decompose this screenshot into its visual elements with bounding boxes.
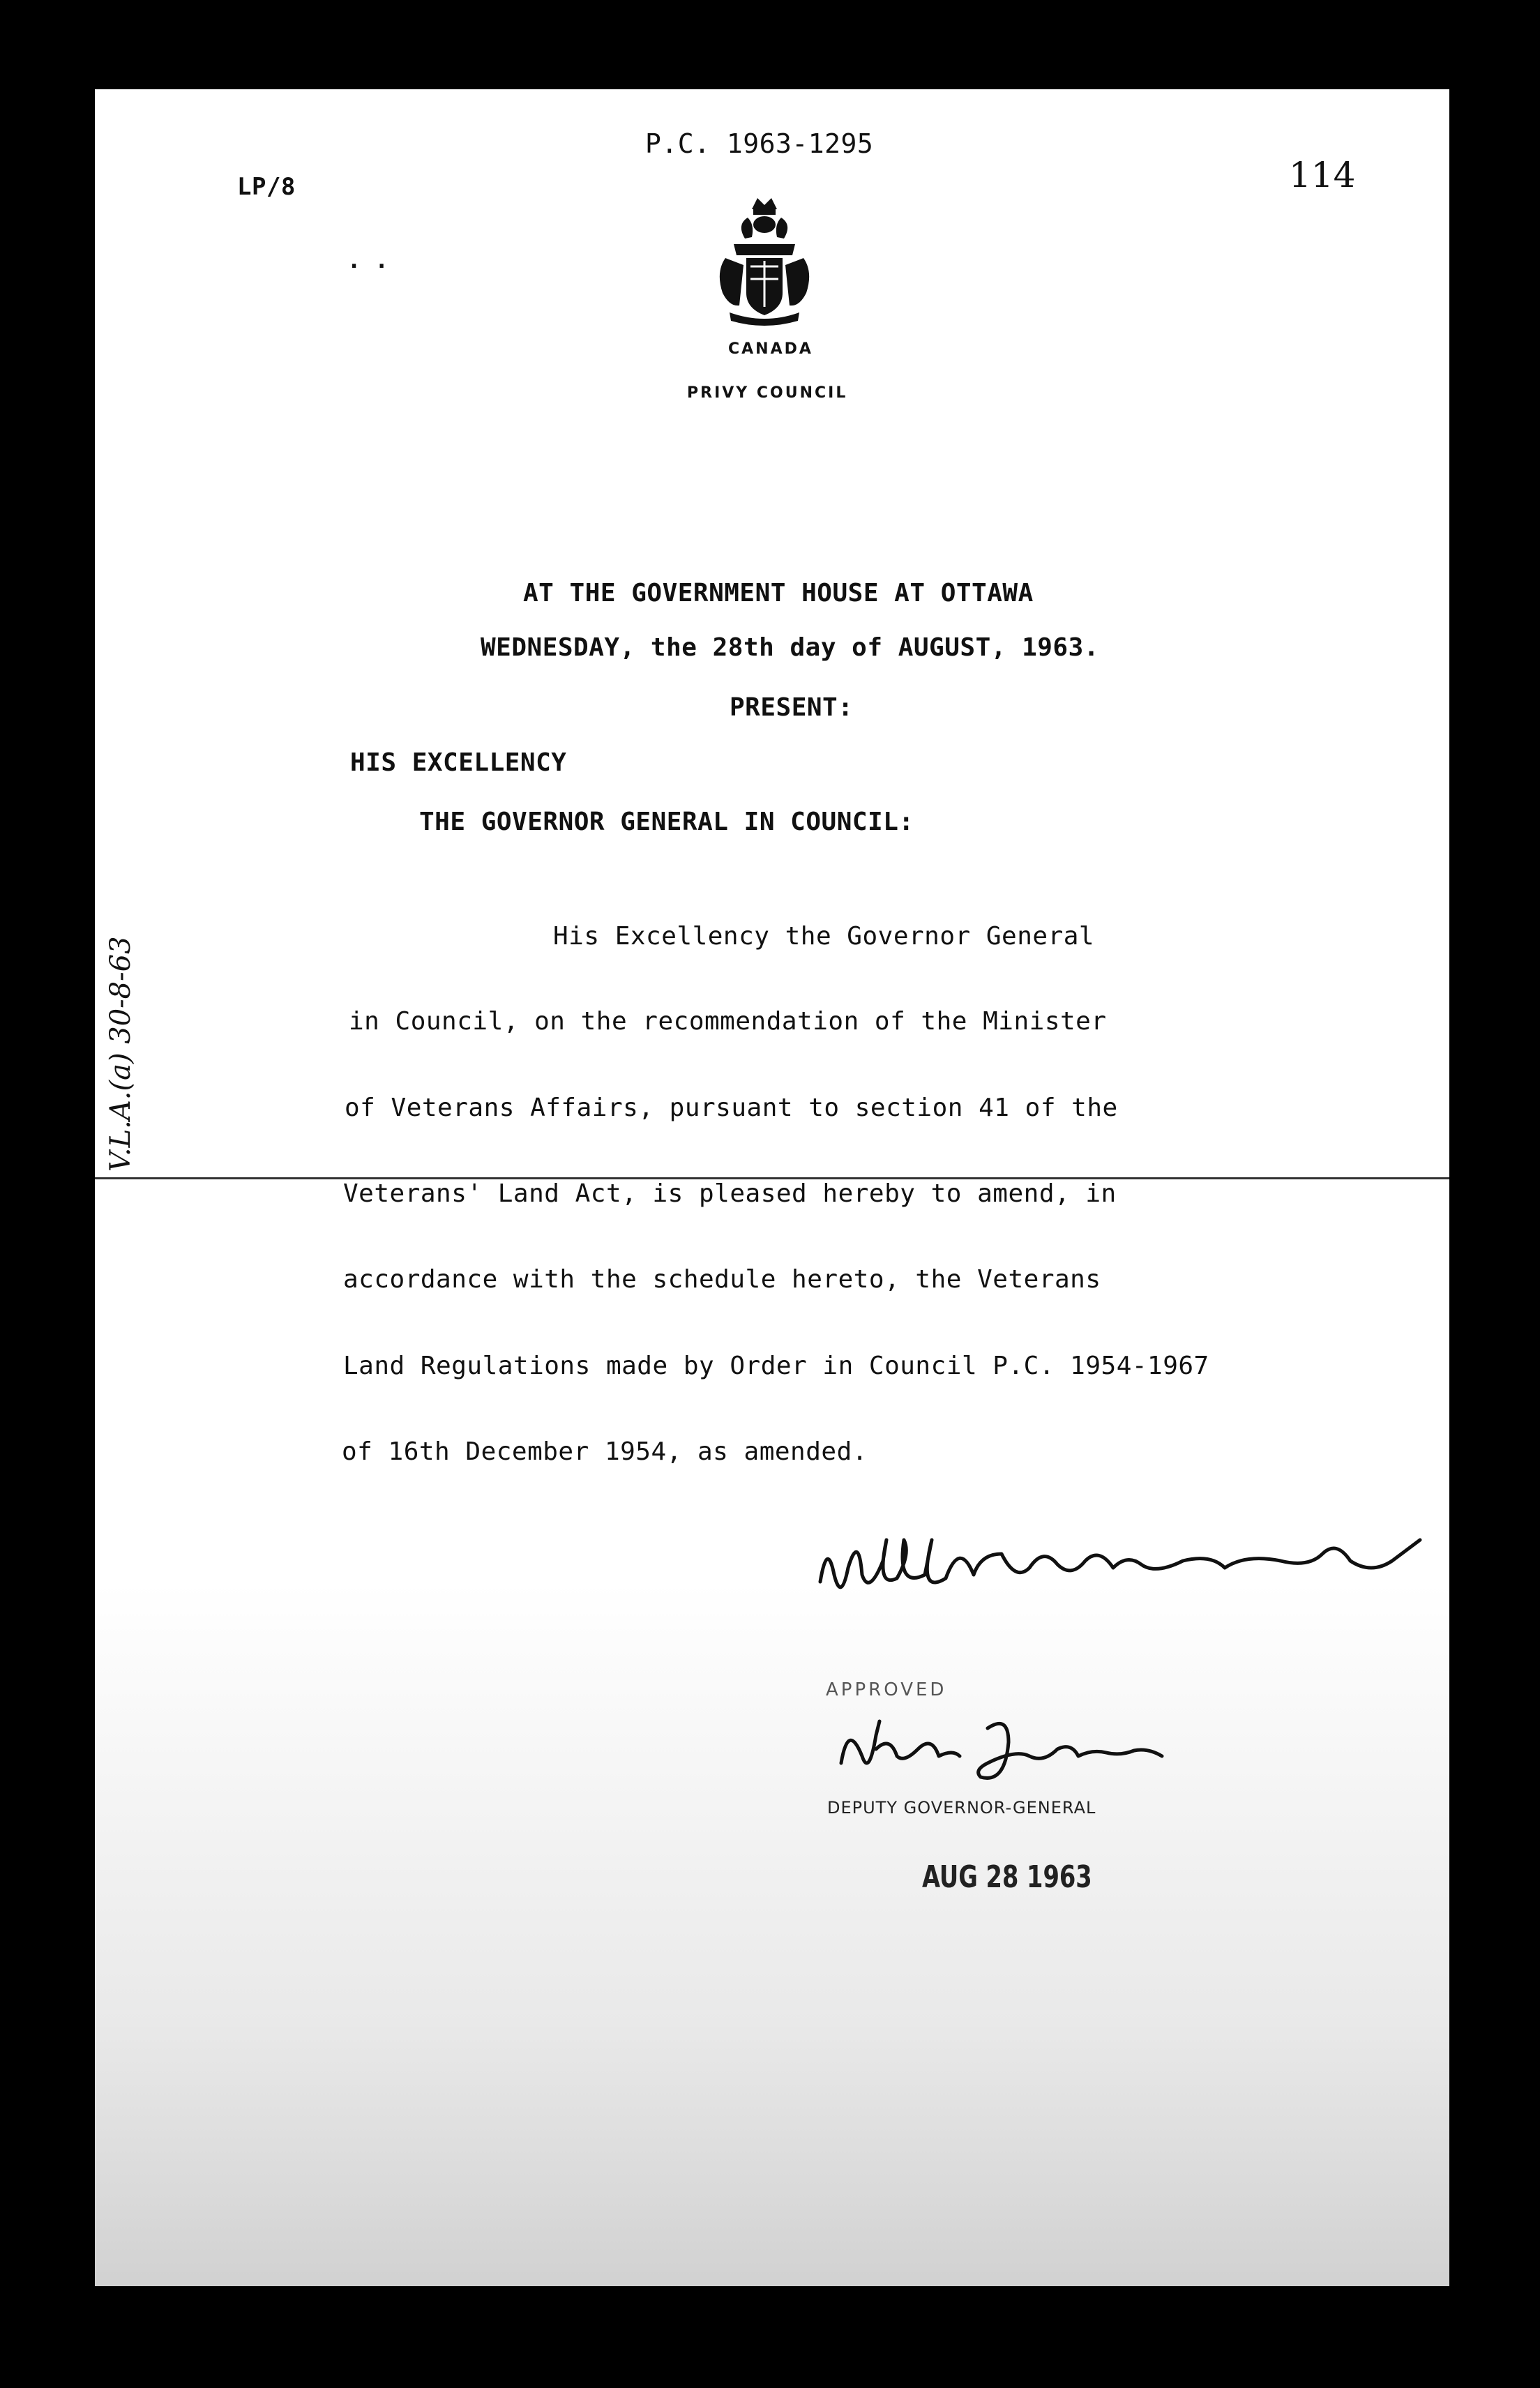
crest-country: CANADA xyxy=(728,340,813,358)
deputy-signature xyxy=(827,1707,1190,1791)
approved-label: APPROVED xyxy=(826,1679,947,1700)
margin-note: V.L.A.(a) 30-8-63 xyxy=(105,936,137,1172)
royal-coat-of-arms-icon xyxy=(716,188,813,328)
body-line-6: Land Regulations made by Order in Council P.C. 1954-1967 xyxy=(343,1352,1209,1380)
file-reference: LP/8 xyxy=(237,173,296,201)
presence-council: THE GOVERNOR GENERAL IN COUNCIL: xyxy=(419,808,914,836)
clerk-signature xyxy=(792,1512,1434,1617)
body-line-2: in Council, on the recommendation of the Minister xyxy=(349,1007,1107,1036)
body-line-3: of Veterans Affairs, pursuant to section 41 of the xyxy=(345,1094,1118,1122)
heading-date: WEDNESDAY, the 28th day of AUGUST, 1963. xyxy=(481,633,1099,662)
body-line-5: accordance with the schedule hereto, the Veterans xyxy=(343,1265,1101,1294)
date-stamp: AUG 28 1963 xyxy=(922,1859,1092,1895)
heading-location: AT THE GOVERNMENT HOUSE AT OTTAWA xyxy=(523,579,1034,607)
deputy-title: DEPUTY GOVERNOR-GENERAL xyxy=(827,1798,1096,1818)
heading-present: PRESENT: xyxy=(730,693,854,722)
order-number: P.C. 1963-1295 xyxy=(645,128,874,159)
document-page xyxy=(95,89,1449,2286)
body-line-4: Veterans' Land Act, is pleased hereby to amend, in xyxy=(343,1179,1117,1208)
crest-office: PRIVY COUNCIL xyxy=(687,384,848,402)
stray-marks: . . xyxy=(347,247,389,273)
body-line-1: His Excellency the Governor General xyxy=(553,922,1095,951)
body-line-7: of 16th December 1954, as amended. xyxy=(342,1437,868,1466)
presence-excellency: HIS EXCELLENCY xyxy=(350,748,567,777)
page-number: 114 xyxy=(1289,155,1356,195)
